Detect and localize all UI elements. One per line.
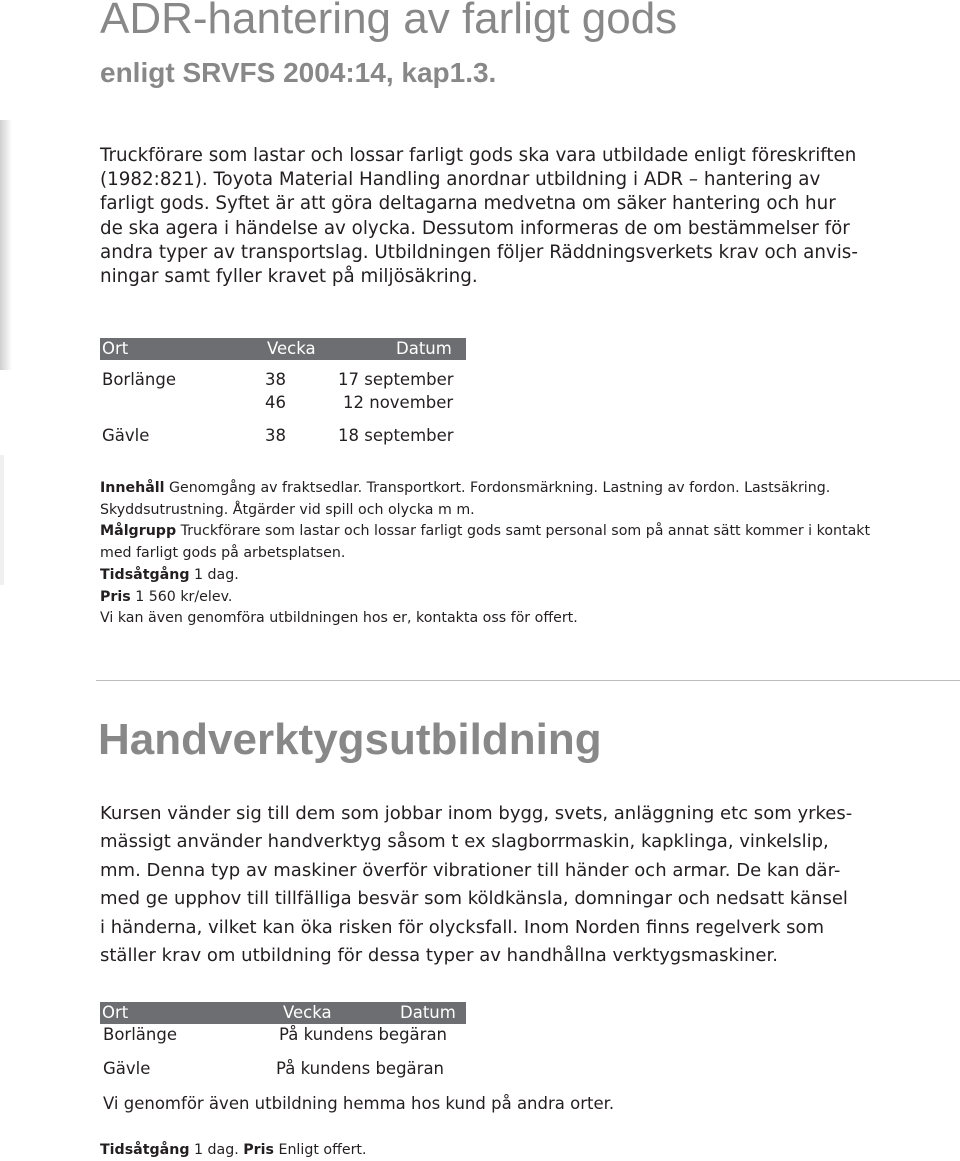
intro-paragraph bbox=[100, 144, 860, 289]
page-edge-shadow bbox=[0, 120, 12, 370]
section-divider bbox=[96, 680, 960, 681]
pris-value: Enligt offert. bbox=[273, 1142, 367, 1158]
intro-line: ningar samt fyller kravet på miljösäkring. bbox=[100, 266, 478, 288]
schedule-cell-datum: På kundens begäran bbox=[279, 1025, 448, 1044]
header-datum: Datum bbox=[400, 1003, 456, 1022]
schedule-cell-ort: Gävle bbox=[102, 426, 150, 445]
pris-label: Pris bbox=[100, 588, 131, 605]
page-edge-shadow-lower bbox=[0, 455, 4, 585]
tidsatgang-label: Tidsåtgång bbox=[100, 566, 190, 583]
note-text: Vi genomför även utbildning hemma hos kund på andra orter. bbox=[103, 1094, 615, 1113]
details-pris bbox=[100, 587, 890, 609]
details-malgrupp bbox=[100, 521, 890, 543]
tidsatgang-value: 1 dag. bbox=[189, 566, 239, 583]
schedule-cell-ort: Borlänge bbox=[103, 1025, 177, 1044]
section-title-handverktyg: Handverktygsutbildning bbox=[98, 715, 602, 764]
details-innehall bbox=[100, 478, 890, 500]
course-details bbox=[100, 478, 890, 630]
header-datum: Datum bbox=[396, 339, 452, 358]
tidsatgang-value: 1 dag. bbox=[189, 1142, 244, 1158]
innehall-text: Genomgång av fraktsedlar. Transportkort. Fordonsmärkning. Lastning av fordon. Lastsäkring. bbox=[164, 480, 831, 496]
innehall-text-cont: Skyddsutrustning. Åtgärder vid spill och olycka m m. bbox=[100, 501, 475, 518]
header-ort: Ort bbox=[102, 1003, 129, 1022]
header-vecka: Vecka bbox=[267, 339, 316, 358]
schedule-header-handverktyg bbox=[100, 1002, 466, 1024]
pris-label: Pris bbox=[243, 1142, 274, 1158]
schedule-cell-vecka: 38 bbox=[265, 370, 286, 389]
body-line: mm. Denna typ av maskiner överför vibrationer till händer och armar. De kan där- bbox=[100, 859, 841, 881]
schedule-cell-ort: Borlänge bbox=[102, 370, 176, 389]
intro-line: farligt gods. Syftet är att göra deltagarna medvetna om säker hantering och hur bbox=[100, 193, 836, 215]
schedule-cell-datum: 18 september bbox=[338, 426, 454, 445]
intro-line: Truckförare som lastar och lossar farligt gods ska vara utbildade enligt föreskriften bbox=[100, 145, 857, 166]
section-title-adr: ADR-hantering av farligt gods bbox=[100, 0, 678, 43]
body-line: mässigt använder handverktyg såsom t ex slagborrmaskin, kapklinga, vinkelslip, bbox=[100, 831, 829, 853]
intro-line: (1982:821). Toyota Material Handling anordnar utbildning i ADR – hantering av bbox=[100, 169, 821, 191]
innehall-label: Innehåll bbox=[100, 480, 165, 496]
body-line: med ge upphov till tillfälliga besvär som köldkänsla, domningar och nedsatt känsel bbox=[100, 888, 848, 910]
schedule-cell-ort: Gävle bbox=[103, 1059, 151, 1078]
section-subtitle-adr: enligt SRVFS 2004:14, kap1.3. bbox=[100, 57, 497, 88]
body-line: i händerna, vilket kan öka risken för olycksfall. Inom Norden finns regelverk som bbox=[100, 916, 825, 938]
schedule-cell-datum: 17 september bbox=[338, 370, 454, 389]
schedule-header-adr bbox=[100, 338, 466, 360]
tidsatgang-label: Tidsåtgång bbox=[100, 1142, 190, 1158]
schedule-cell-datum: På kundens begäran bbox=[276, 1059, 445, 1078]
intro-line: de ska agera i händelse av olycka. Dessutom informeras de om bestämmelser för bbox=[100, 217, 850, 239]
details-tidsatgang bbox=[100, 565, 890, 587]
body-line: ställer krav om utbildning för dessa typer av handhållna verktygsmaskiner. bbox=[100, 945, 778, 967]
header-ort: Ort bbox=[102, 339, 129, 358]
pris-value: 1 560 kr/elev. bbox=[130, 588, 233, 605]
malgrupp-label: Målgrupp bbox=[100, 523, 177, 540]
intro-line: andra typer av transportslag. Utbildningen följer Räddningsverkets krav och anvis- bbox=[100, 241, 858, 263]
header-vecka: Vecka bbox=[283, 1003, 332, 1022]
schedule-cell-datum: 12 november bbox=[343, 393, 454, 412]
footer-info bbox=[100, 1139, 367, 1161]
schedule-cell-vecka: 46 bbox=[265, 393, 286, 412]
schedule-cell-vecka: 38 bbox=[265, 426, 286, 445]
body-line: Kursen vänder sig till dem som jobbar inom bygg, svets, anläggning etc som yrkes- bbox=[100, 803, 853, 824]
malgrupp-text: Truckförare som lastar och lossar farligt gods samt personal som på annat sätt kommer i kontakt bbox=[176, 523, 871, 540]
malgrupp-text-cont: med farligt gods på arbetsplatsen. bbox=[100, 545, 346, 562]
offer-text: Vi kan även genomföra utbildningen hos er, kontakta oss för offert. bbox=[100, 610, 578, 627]
handverktyg-paragraph bbox=[100, 800, 880, 970]
